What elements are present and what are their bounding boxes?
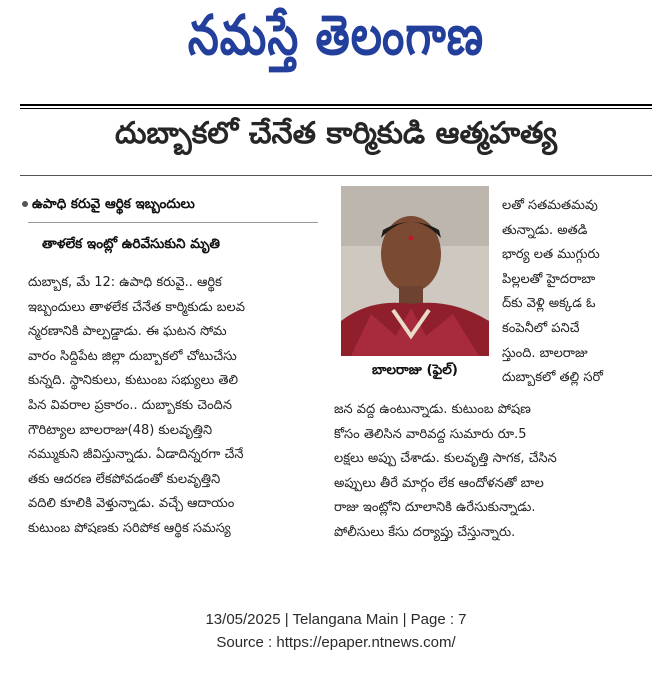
text-line: లతో సతమతమవు [502, 198, 598, 213]
footer-publication-info: 13/05/2025 | Telangana Main | Page : 7 [205, 611, 467, 628]
text-line: జన వద్ద ఉంటున్నాడు. కుటుంబ పోషణ [334, 402, 531, 417]
column-left-text [28, 271, 324, 542]
text-line: వారం సిద్దిపేట జిల్లా దుబ్బాకలో చోటుచేసు [28, 348, 237, 364]
deck-bullet-icon [22, 201, 28, 207]
text-line: దుబ్బాక, మే 12: ఉపాధి కరువై.. ఆర్థిక [28, 275, 222, 290]
text-line: కోసం తెలిసిన వారివద్ద సుమారు రూ.5 [334, 426, 527, 442]
text-line: పిల్లలతో హైదరాబా [502, 271, 596, 287]
footer-source-link[interactable]: Source : https://epaper.ntnews.com/ [216, 634, 456, 651]
text-line: వదిలి కూలికి వెళ్తున్నాడు. వచ్చే ఆదాయం [28, 496, 235, 512]
masthead-title: నమస్తే తెలంగాణ [187, 4, 485, 68]
deck-divider [28, 222, 318, 223]
headline-divider [20, 175, 652, 176]
masthead-logo [0, 0, 672, 80]
person-photo [341, 186, 489, 356]
text-line: భార్య లత ముగ్గురు [502, 247, 600, 263]
column-right-bottom-text [334, 398, 654, 546]
text-line: కున్నది. స్థానికులు, కుటుంబ సభ్యులు తెలి [28, 373, 239, 389]
text-line: దుబ్బాకలో తల్లి సరో [502, 370, 603, 386]
text-line: న్మరణానికి పాల్పడ్డాడు. ఈ ఘటన సోమ [28, 324, 227, 340]
text-line: స్తుంది. బాలరాజు [502, 345, 588, 361]
text-line: లక్షలు అప్పు చేశాడు. కులవృత్తి సాగక, చేసిన [334, 451, 557, 467]
text-line: తకు ఆదరణ లేకపోవడంతో కులవృత్తిని [28, 471, 221, 487]
masthead-rule-thin [20, 108, 652, 109]
text-line: కుటుంబ పోషణకు సరిపోక ఆర్థిక సమస్య [28, 520, 231, 536]
deck-line-1: ఉపాధి కరువై ఆర్థిక ఇబ్బందులు [32, 196, 195, 212]
text-line: పిన వివరాల ప్రకారం.. దుబ్బాకకు చెందిన [28, 397, 232, 413]
text-line: ఇబ్బందులు తాళలేక చేనేత కార్మికుడు బలవ [28, 299, 246, 315]
text-line: నమ్ముకుని జీవిస్తున్నాడు. ఏడాదిన్నరగా చేనే [28, 447, 244, 463]
portrait-image [341, 186, 489, 356]
column-right-top-text [502, 194, 654, 391]
text-line: పోలీసులు కేసు దర్యాప్తు చేస్తున్నారు. [334, 524, 516, 540]
text-line: కంపెనీలో పనిచే [502, 320, 580, 336]
photo-caption: బాలరాజు (ఫైల్) [372, 362, 458, 378]
text-line: అప్పులు తీరే మార్గం లేక ఆందోళనతో బాల [334, 475, 544, 491]
text-line: తున్నాడు. అతడి [502, 222, 588, 238]
text-line: రాజు ఇంట్లోని దూలానికి ఉరేసుకున్నాడు. [334, 500, 536, 516]
article-headline: దుబ్బాకలో చేనేత కార్మికుడి ఆత్మహత్య [114, 116, 557, 151]
deck-line-2: తాళలేక ఇంట్లో ఉరివేసుకుని మృతి [42, 236, 220, 252]
text-line: ద్‌కు వెళ్లి అక్కడ ఓ [502, 296, 596, 312]
masthead-rule [20, 104, 652, 106]
text-line: గౌరిట్యాల బాలరాజు(48) కులవృత్తిని [28, 422, 213, 438]
